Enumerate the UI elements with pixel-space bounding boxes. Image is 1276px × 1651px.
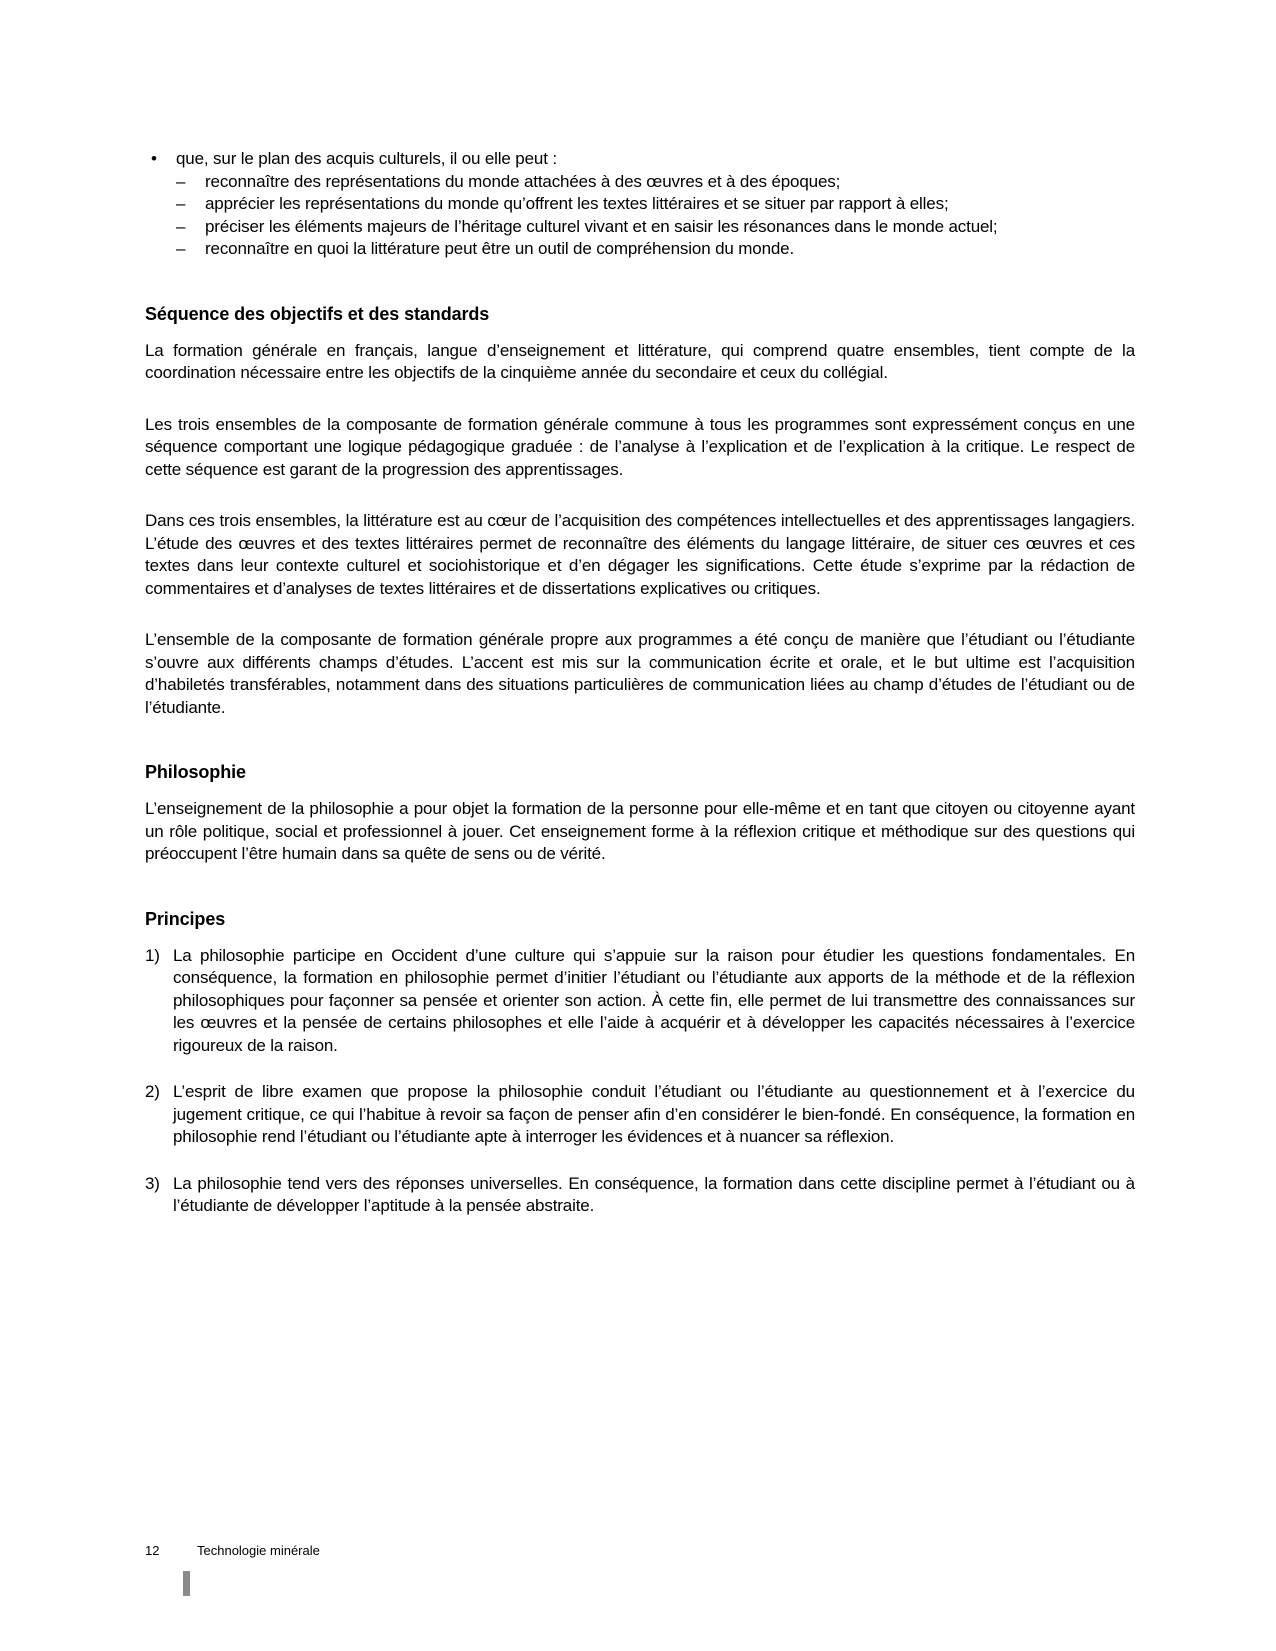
sub-bullet-item	[145, 193, 1135, 216]
page-content	[145, 148, 1135, 1242]
section-heading-sequence: Séquence des objectifs et des standards	[145, 303, 490, 324]
sub-bullet-item	[145, 171, 1135, 194]
sub-bullet-text: apprécier les représentations du monde qu’offrent les textes littéraires et se situer par rapport à elles;	[205, 194, 949, 213]
paragraph: L’ensemble de la composante de formation générale propre aux programmes a été conçu de manière que l’étudiant ou l’étudiante s’ouvre aux différents champs d’études. L’accent est mis sur la communication écrite et orale, et le but ultime est l’acquisition d’habiletés transférables, notamment dans des situations particulières de communication liées au champ d’études de l’étudiant ou de l’étudiante.	[145, 630, 1135, 717]
item-number: 3)	[145, 1173, 160, 1193]
sub-bullet-item	[145, 238, 1135, 261]
footer-accent-bar	[183, 1571, 190, 1596]
sub-bullet-text: reconnaître en quoi la littérature peut être un outil de compréhension du monde.	[205, 239, 795, 258]
numbered-item	[145, 945, 1135, 1058]
numbered-item-text: La philosophie tend vers des réponses universelles. En conséquence, la formation dans cette discipline permet à l’étudiant ou à l’étudiante de développer l’aptitude à la pensée abstraite.	[173, 1173, 1135, 1215]
sub-bullet-text: préciser les éléments majeurs de l’héritage culturel vivant et en saisir les résonances dans le monde actuel;	[205, 216, 998, 236]
numbered-item-text: L’esprit de libre examen que propose la philosophie conduit l’étudiant ou l’étudiante au questionnement et à l’exercice du jugement critique, ce qui l’habitue à revoir sa façon de penser afin d’en considérer le bien-fondé. En conséquence, la formation en philosophie rend l’étudiant ou l’étudiante apte à interroger les évidences et à nuancer sa réflexion.	[173, 1082, 1135, 1146]
item-number: 1)	[145, 945, 160, 965]
paragraph: La formation générale en français, langue d’enseignement et littérature, qui comprend quatre ensembles, tient compte de la coordination nécessaire entre les objectifs de la cinquième année du secondaire et ceux du collégial.	[145, 340, 1135, 382]
sub-bullet-text: reconnaître des représentations du monde attachées à des œuvres et à des époques;	[205, 171, 841, 191]
bullet-marker-icon: •	[151, 149, 157, 168]
page-number: 12	[145, 1543, 160, 1558]
paragraph: L’enseignement de la philosophie a pour objet la formation de la personne pour elle-même et en tant que citoyen ou citoyenne ayant un rôle politique, social et professionnel à jouer. Cet enseignement forme à la réflexion critique et méthodique sur des questions qui préoccupent l’être humain dans sa quête de sens ou de vérité.	[145, 799, 1135, 863]
item-number: 2)	[145, 1082, 160, 1101]
bullet-list	[145, 148, 1135, 261]
bullet-item	[145, 148, 1135, 171]
numbered-item-text: La philosophie participe en Occident d’une culture qui s’appuie sur la raison pour étudier les questions fondamentales. En conséquence, la formation en philosophie permet d’initier l’étudiant ou l’étudiante aux apports de la méthode et de la réflexion philosophiques pour façonner sa pensée et orienter son action. À cette fin, elle permet de lui transmettre des connaissances sur les œuvres et la pensée de certains philosophes et elle l’aide à acquérir et à développer les capacités nécessaires à l’exercice rigoureux de la raison.	[173, 945, 1135, 1055]
numbered-item	[145, 1081, 1135, 1149]
dash-marker-icon: –	[176, 216, 186, 236]
dash-marker-icon: –	[176, 171, 186, 191]
dash-marker-icon: –	[176, 194, 186, 213]
section-heading-principes: Principes	[145, 908, 226, 929]
dash-marker-icon: –	[176, 239, 186, 258]
bullet-item-text: que, sur le plan des acquis culturels, il ou elle peut :	[176, 149, 557, 168]
paragraph: Les trois ensembles de la composante de formation générale commune à tous les programmes sont expressément conçus en une séquence comportant une logique pédagogique graduée : de l’analyse à l’explication et de l’explication à la critique. Le respect de cette séquence est garant de la progression des apprentissages.	[145, 414, 1135, 479]
numbered-item	[145, 1173, 1135, 1218]
paragraph: Dans ces trois ensembles, la littérature est au cœur de l’acquisition des compétences intellectuelles et des apprentissages langagiers. L’étude des œuvres et des textes littéraires permet de reconnaître des éléments du langage littéraire, de situer ces œuvres et ces textes dans leur contexte culturel et sociohistorique et d’en dégager les significations. Cette étude s’exprime par la rédaction de commentaires et d’analyses de textes littéraires et de dissertations explicatives ou critiques.	[145, 511, 1135, 598]
sub-bullet-item	[145, 216, 1135, 239]
footer-doc-title: Technologie minérale	[197, 1543, 320, 1558]
section-heading-philosophie: Philosophie	[145, 762, 246, 782]
numbered-list	[145, 945, 1135, 1218]
